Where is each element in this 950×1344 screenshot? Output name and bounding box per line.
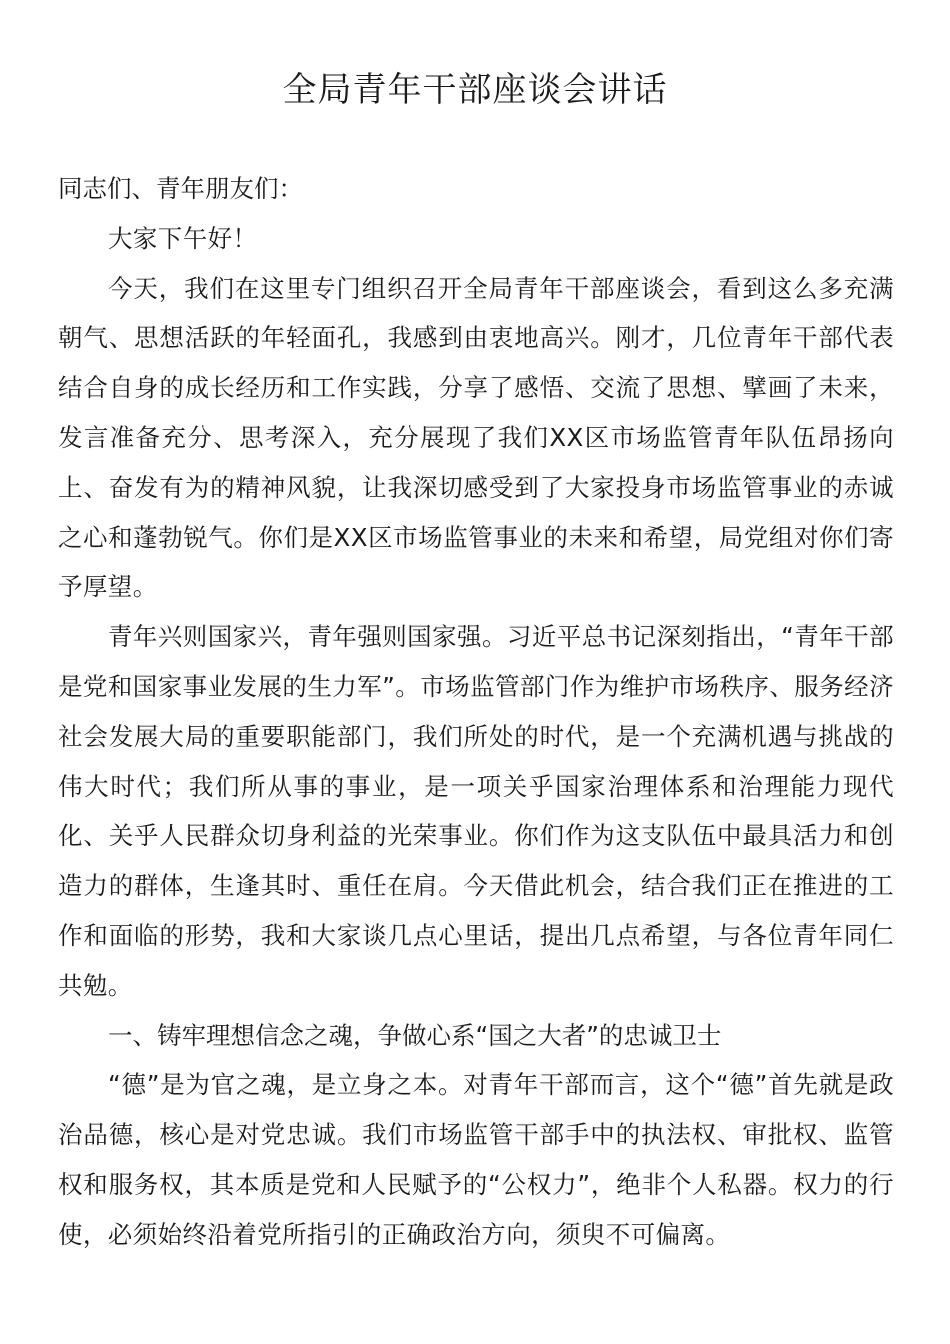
section-paragraph: “德”是为官之魂，是立身之本。对青年干部而言，这个“德”首先就是政治品德，核心是对党忠诚。我们市场监管干部手中的执法权、审批权、监管权和服务权，其本质是党和人民赋予的“公权力”，绝非个人私器。权力的行使，必须始终沿着党所指引的正确政治方向，须臾不可偏离。	[58, 1070, 894, 1249]
paragraph-intro: 今天，我们在这里专门组织召开全局青年干部座谈会，看到这么多充满朝气、思想活跃的年轻面孔，我感到由衷地高兴。刚才，几位青年干部代表结合自身的成长经历和工作实践，分享了感悟、交流了思想、擘画了未来，发言准备充分、思考深入，充分展现了我们XX区市场监管青年队伍昂扬向上、奋发有为的精神风貌，让我深切感受到了大家投身市场监管事业的赤诚之心和蓬勃锐气。你们是XX区市场监管事业的未来和希望，局党组对你们寄予厚望。	[58, 273, 894, 602]
document-title: 全局青年干部座谈会讲话	[282, 70, 668, 110]
section-heading: 一、铸牢理想信念之魂，争做心系“国之大者”的忠诚卫士	[108, 1020, 722, 1050]
greeting: 大家下午好！	[108, 223, 258, 253]
document-body	[58, 164, 894, 1260]
paragraph-context: 青年兴则国家兴，青年强则国家强。习近平总书记深刻指出，“青年干部是党和国家事业发展的生力军”。市场监管部门作为维护市场秩序、服务经济社会发展大局的重要职能部门，我们所处的时代，是一个充满机遇与挑战的伟大时代；我们所从事的事业，是一项关乎国家治理体系和治理能力现代化、关乎人民群众切身利益的光荣事业。你们作为这支队伍中最具活力和创造力的群体，生逢其时、重任在肩。今天借此机会，结合我们正在推进的工作和面临的形势，我和大家谈几点心里话，提出几点希望，与各位青年同仁共勉。	[58, 622, 894, 1000]
salutation: 同志们、青年朋友们：	[58, 174, 303, 203]
